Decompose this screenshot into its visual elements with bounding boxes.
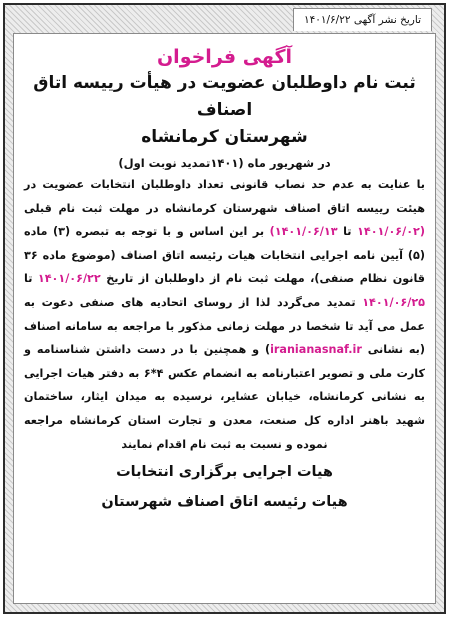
publish-date: تاریخ نشر آگهی ۱۴۰۱/۶/۲۲ (293, 8, 432, 31)
date-start-prev: (۱۴۰۱/۰۶/۰۲ (357, 225, 425, 239)
ad-frame (3, 3, 446, 614)
body-paragraph (24, 173, 425, 456)
ad-content (13, 33, 436, 604)
ad-label: آگهی فراخوان (156, 46, 293, 68)
website-link[interactable]: iranianasnaf.ir (270, 343, 362, 357)
body-text-5: تمدید می‌گردد لذا از روسای اتحادیه های صنفی دعوت به عمل می آید تا شخصا در مهلت زمانی مذکور با مراجعه به سامانه اصناف (به نشانی (24, 295, 425, 357)
headline-line-1: ثبت نام داوطلبان عضویت در هیأت رییسه اتاق اصناف (33, 73, 416, 120)
body-text-3: بر این اساس و با توجه به تبصره (۳) ماده (۵) آیین نامه اجرایی انتخابات هیات رئیسه اتاق اصناف (موضوع ماده ۳۶ قانون نظام صنفی)، مهلت ثبت نام از داوطلبان از تاریخ (24, 225, 426, 286)
signature-line-2: هیات رئیسه اتاق اصناف شهرستان (101, 494, 348, 511)
date-end-prev: ۱۴۰۱/۰۶/۱۳) (269, 225, 338, 239)
subline: در شهریور ماه (۱۴۰۱تمدید نوبت اول) (118, 156, 331, 170)
date-start-new: ۱۴۰۱/۰۶/۲۲ (37, 272, 101, 286)
headline-line-2: شهرستان کرمانشاه (141, 127, 308, 147)
body-text-2: تا (337, 225, 358, 239)
signature-line-1: هیات اجرایی برگزاری انتخابات (116, 464, 333, 481)
body-text-6: ) و همچنین با در دست داشتن شناسنامه و کارت ملی و تصویر اعتبارنامه به انضمام عکس ۴*۶ به دفتر هیات اجرایی به نشانی کرمانشاه، خیابان عشایر، نرسیده به میدان ایثار، ساختمان شهید باهنر اداره کل صنعت، معدن و تجارت استان کرمانشاه مراجعه نموده و نسبت به ثبت نام اقدام نمایند (24, 343, 425, 451)
body-text-1: با عنایت به عدم حد نصاب قانونی تعداد داوطلبان انتخابات عضویت در هیئت رییسه اتاق اصناف شهرستان کرمانشاه در مهلت ثبت نام قبلی (24, 178, 425, 215)
date-end-new: ۱۴۰۱/۰۶/۲۵ (362, 295, 425, 309)
body-text-4: تا (24, 272, 38, 286)
